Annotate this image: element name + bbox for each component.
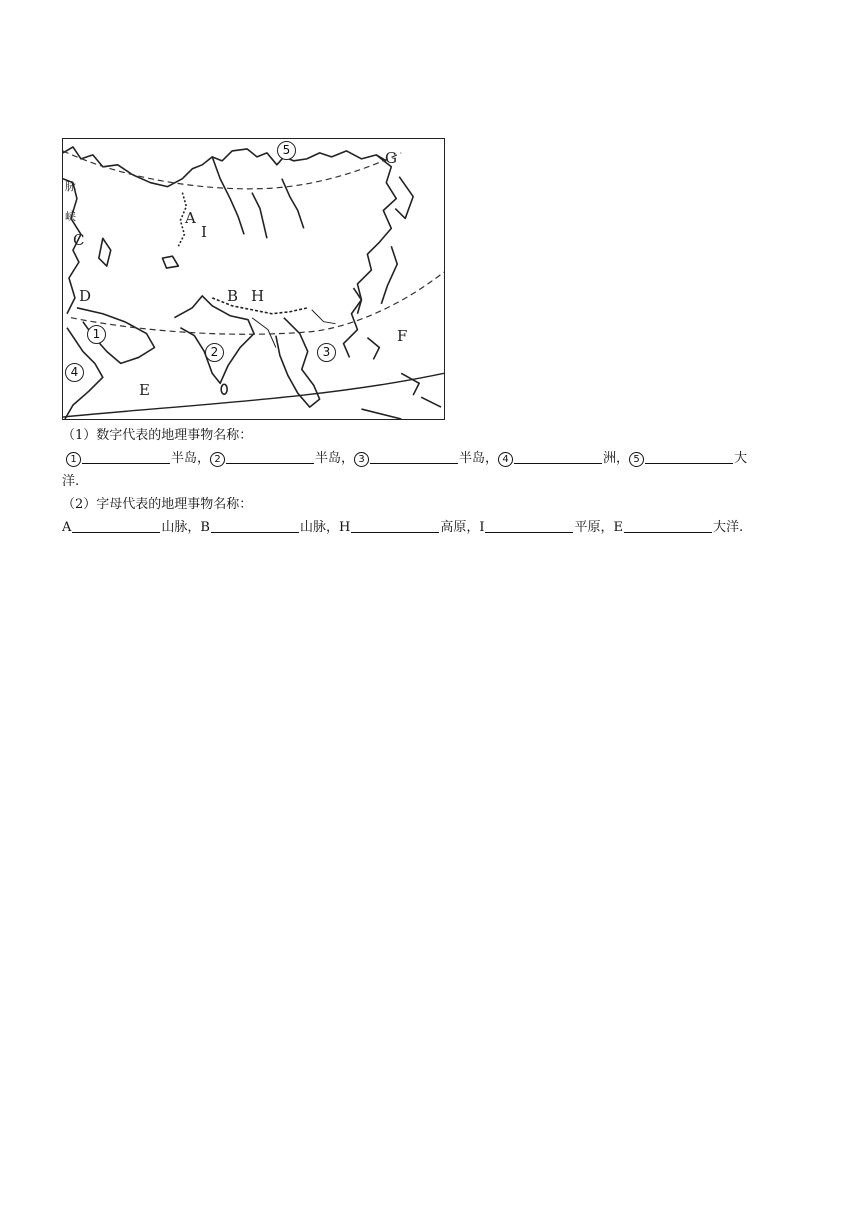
- q1-num-3: 3: [354, 452, 369, 467]
- north-coastline: [63, 147, 386, 187]
- question-2-line: [62, 518, 743, 538]
- map-label-b: B: [227, 287, 239, 305]
- q1-num-2: 2: [210, 452, 225, 467]
- map-side-text-1: 脉: [65, 180, 76, 193]
- map-num-4: 4: [65, 363, 84, 382]
- q2-letter-e: E: [613, 520, 623, 535]
- map-label-h: H: [251, 287, 265, 305]
- q2-blank-i[interactable]: [485, 518, 573, 533]
- map-label-d: D: [79, 287, 92, 305]
- asia-map-outline: [63, 139, 444, 419]
- kamchatka: [395, 177, 413, 219]
- east-coast: [344, 155, 397, 358]
- q2-blank-e[interactable]: [624, 518, 712, 533]
- q2-blank-b[interactable]: [211, 518, 299, 533]
- lake-balkhash: [162, 256, 178, 268]
- q2-suffix-h: 高原，: [440, 520, 480, 535]
- q1-num-1: 1: [66, 452, 81, 467]
- siberia-coast: [212, 157, 304, 238]
- asia-map: [62, 138, 445, 420]
- japan: [381, 246, 397, 304]
- map-label-a: A: [185, 209, 196, 227]
- map-label-c: C: [73, 231, 85, 249]
- question-1-line: [66, 449, 747, 469]
- q1-num-4: 4: [498, 452, 513, 467]
- map-num-5: 5: [277, 141, 296, 160]
- map-label-i: I: [201, 223, 207, 241]
- q2-blank-a[interactable]: [72, 518, 160, 533]
- q2-blank-h[interactable]: [351, 518, 439, 533]
- q1-blank-5[interactable]: [645, 449, 733, 464]
- q1-num-5: 5: [629, 452, 644, 467]
- q2-letter-b: B: [200, 520, 210, 535]
- q1-blank-1[interactable]: [82, 449, 170, 464]
- q1-suffix-5: 大: [734, 451, 748, 466]
- caspian: [99, 238, 111, 266]
- equator: [63, 373, 444, 417]
- map-num-1: 1: [87, 325, 106, 344]
- question-1-title: （1）数字代表的地理事物名称：: [62, 428, 253, 443]
- map-label-e: E: [139, 381, 150, 399]
- arctic-circle: [63, 151, 401, 189]
- map-side-text-2: 峡: [65, 210, 76, 223]
- map-label-f: F: [397, 327, 408, 345]
- q2-suffix-e: 大洋.: [713, 520, 744, 535]
- islands: [361, 338, 441, 419]
- q2-letter-a: A: [62, 520, 72, 535]
- india: [174, 296, 254, 383]
- river-1: [252, 318, 276, 348]
- q1-suffix-1: 半岛，: [171, 451, 211, 466]
- q1-suffix-4: 洲，: [603, 451, 630, 466]
- map-num-2: 2: [205, 343, 224, 362]
- river-2: [312, 310, 336, 324]
- q2-letter-h: H: [338, 520, 351, 535]
- question-2-title: （2）字母代表的地理事物名称：: [62, 497, 253, 512]
- q1-blank-3[interactable]: [370, 449, 458, 464]
- map-num-3: 3: [317, 343, 336, 362]
- q1-suffix-3: 半岛，: [459, 451, 499, 466]
- q2-suffix-a: 山脉，: [161, 520, 201, 535]
- q1-suffix-2: 半岛，: [315, 451, 355, 466]
- q2-suffix-b: 山脉，: [299, 520, 339, 535]
- map-label-g: G: [385, 149, 397, 167]
- question-1-wrap: 洋.: [62, 474, 80, 489]
- q2-letter-i: I: [479, 520, 485, 535]
- q1-blank-2[interactable]: [226, 449, 314, 464]
- q1-blank-4[interactable]: [514, 449, 602, 464]
- q2-suffix-i: 平原，: [574, 520, 614, 535]
- sri-lanka: [221, 384, 227, 394]
